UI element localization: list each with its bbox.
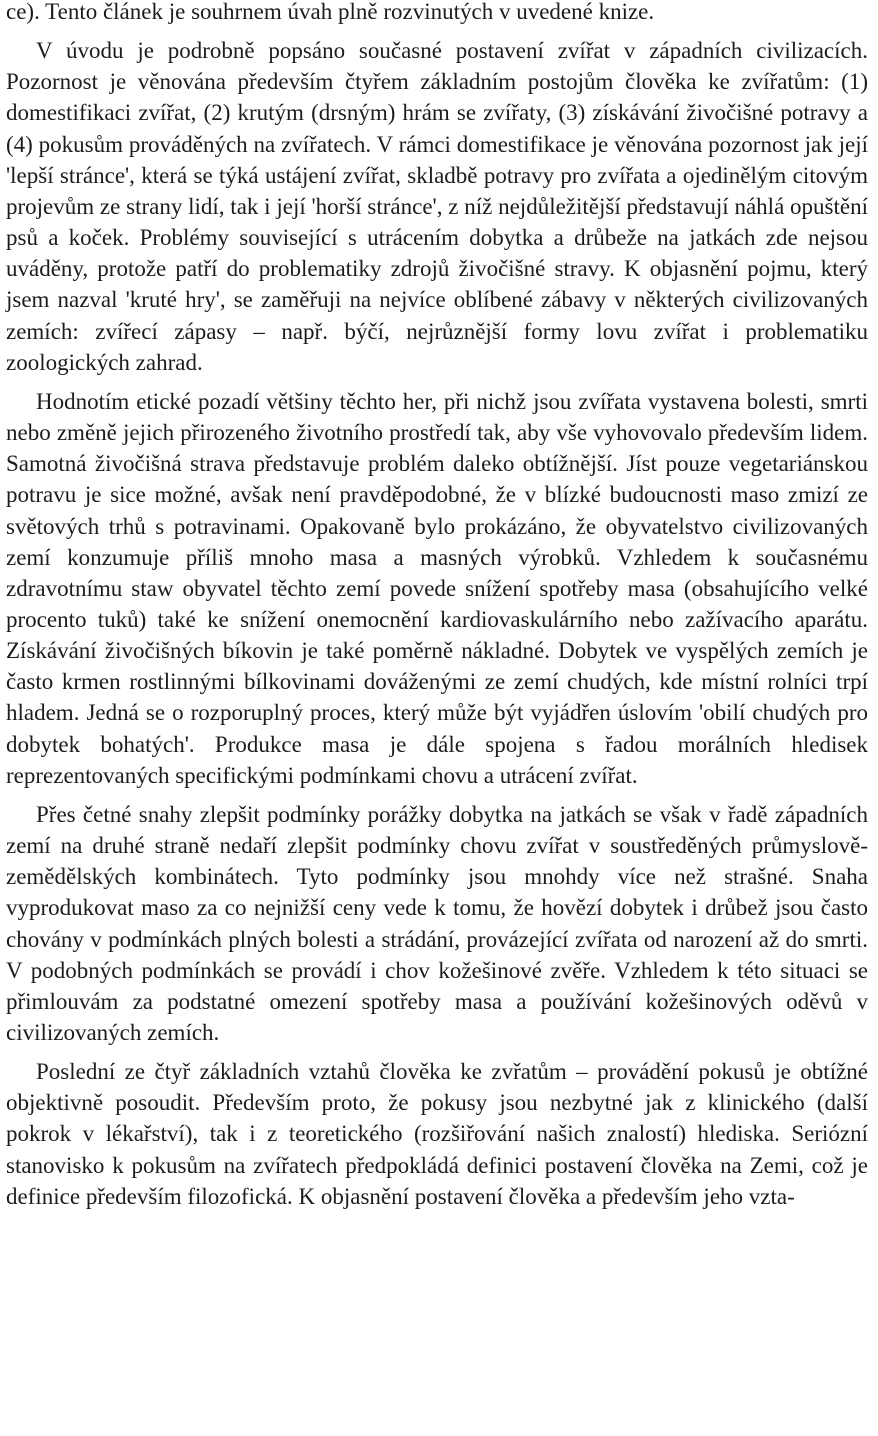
paragraph-experiments: Poslední ze čtyř základních vztahů člověka ke zvřatům – provádění pokusů je obtížné objektivně posoudit. Především proto, že pokusy jsou nezbytné jak z klinického (další pokrok v lékařství), tak i z teoretického (rozšiřování našich znalostí) hlediska. Seriózní stanovisko k pokusům na zvířatech předpokládá definici postavení člověka na Zemi, což je definice především filozofická. K objasnění postavení člověka a především jeho vzta- (6, 1059, 868, 1209)
paragraph-continuation: ce). Tento článek je souhrnem úvah plně rozvinutých v uvedené knize. (6, 0, 655, 24)
paragraph-farming-conditions: Přes četné snahy zlepšit podmínky porážky dobytka na jatkách se však v řadě západních zemí na druhé straně nedaří zlepšit podmínky chovu zvířat v soustředěných průmyslově-zemědělských kombinátech. Tyto podmínky jsou mnohdy více než strašné. Snaha vyprodukovat maso za co nejnižší ceny vede k tomu, že hovězí dobytek i drůbež jsou často chovány v podmínkách plných bolesti a strádání, provázející zvířata od narození až do smrti. V podobných podmínkách se provádí i chov kožešinové zvěře. Vzhledem k této situaci se přimlouvám za podstatné omezení spotřeby masa a používání kožešinových oděvů v civilizovaných zemích. (6, 801, 868, 1045)
paragraph-introduction: V úvodu je podrobně popsáno současné postavení zvířat v západních civilizacích. Pozornost je věnována především čtyřem základním postojům člověka ke zvířatům: (1) domestifikaci zvířat, (2) krutým (drsným) hrám se zvířaty, (3) získávání živočišné potravy a (4) pokusům prováděných na zvířatech. V rámci domestifikace je věnována pozornost jak její 'lepší stránce', která se týká ustájení zvířat, skladbě potravy pro zvířata a ojedinělým citovým projevům ze strany lidí, tak i její 'horší stránce', z níž nejdůležitější představují náhlá opuštění psů a koček. Problémy související s utrácením dobytka a drůbeže na jatkách zde nejsou uváděny, protože patří do problematiky zdrojů živočišné stravy. K objasnění pojmu, který jsem nazval 'kruté hry', se zaměřuji na nejvíce oblíbené zábavy v některých civilizovaných zemích: zvířecí zápasy – např. býčí, nejrůznější formy lovu zvířat i problematiku zoologických zahrad. (6, 38, 868, 375)
document-page (6, 0, 868, 1212)
paragraph-ethics: Hodnotím etické pozadí většiny těchto her, při nichž jsou zvířata vystavena bolesti, smrti nebo změně jejich přirozeného životního prostředí tak, aby vše vyhovovalo především lidem. Samotná živočišná strava představuje problém daleko obtížnější. Jíst pouze vegetariánskou potravu je sice možné, avšak není pravděpodobné, že v blízké budoucnosti maso zmizí ze světových trhů s potravinami. Opakovaně bylo prokázáno, že obyvatelstvo civilizovaných zemí konzumuje příliš mnoho masa a masných výrobků. Vzhledem k současnému zdravotnímu staw obyvatel těchto zemí povede snížení spotřeby masa (obsahujícího velké procento tuků) také ke snížení onemocnění kardiovaskulárního nebo zažívacího aparátu. Získávání živočišných bíkovin je také poměrně nákladné. Dobytek ve vyspělých zemích je často krmen rostlinnými bílkovinami dováženými ze zemí chudých, kde místní rolníci trpí hladem. Jedná se o rozporuplný proces, který může být vyjádřen úslovím 'obilí chudých pro dobytek bohatých'. Produkce masa je dále spojena s řadou morálních hledisek reprezentovaných specifickými podmínkami chovu a utrácení zvířat. (6, 388, 868, 788)
